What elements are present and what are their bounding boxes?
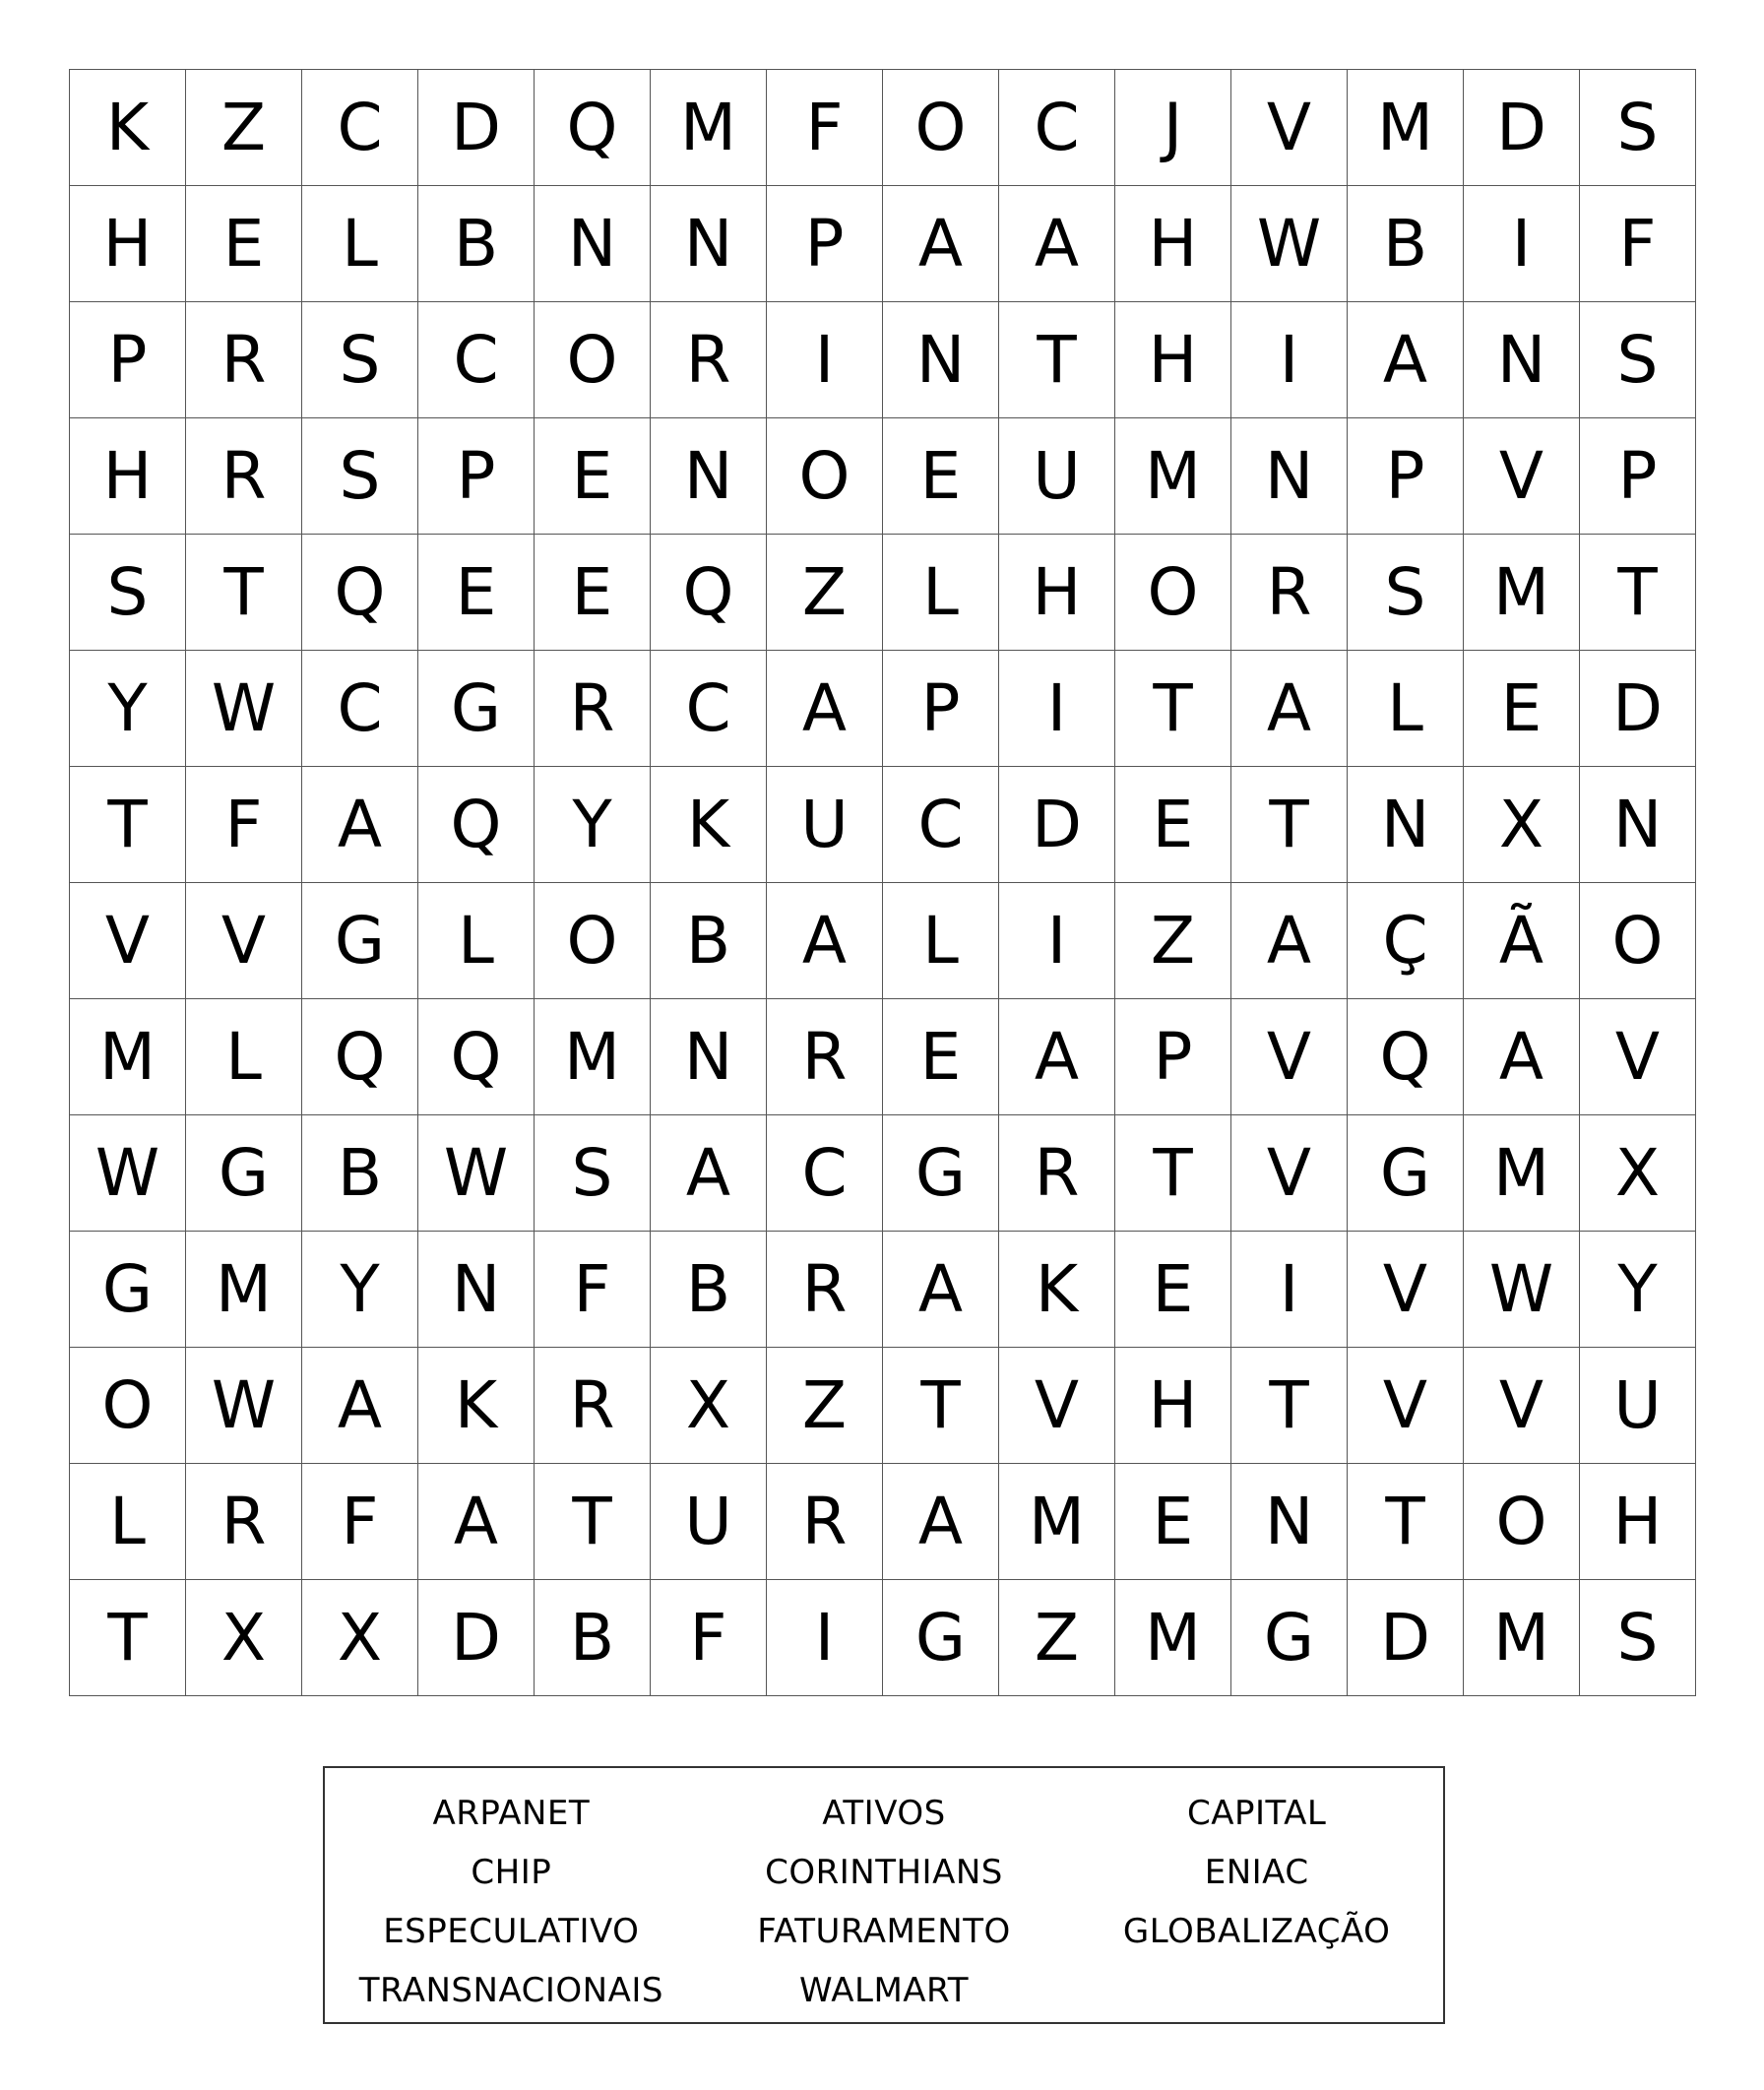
grid-cell[interactable]: Z bbox=[1115, 883, 1231, 999]
grid-cell[interactable]: Q bbox=[651, 535, 767, 651]
word-bank bbox=[323, 1766, 1445, 2024]
grid-cell[interactable]: D bbox=[999, 767, 1115, 883]
grid-cell[interactable]: G bbox=[418, 651, 535, 767]
grid-cell[interactable]: M bbox=[1348, 70, 1464, 186]
grid-cell[interactable]: M bbox=[1464, 1580, 1580, 1696]
grid-cell[interactable]: C bbox=[883, 767, 999, 883]
grid-cell[interactable]: C bbox=[999, 70, 1115, 186]
grid-cell[interactable]: O bbox=[70, 1348, 186, 1464]
word-bank-item: CHIP bbox=[471, 1853, 552, 1892]
grid-cell[interactable]: I bbox=[999, 883, 1115, 999]
grid-cell[interactable]: T bbox=[70, 767, 186, 883]
grid-cell[interactable]: R bbox=[186, 302, 302, 418]
grid-cell[interactable]: E bbox=[883, 418, 999, 535]
grid-cell[interactable]: N bbox=[651, 999, 767, 1115]
grid-cell[interactable]: H bbox=[999, 535, 1115, 651]
grid-cell[interactable]: A bbox=[883, 1464, 999, 1580]
grid-cell[interactable]: A bbox=[418, 1464, 535, 1580]
grid-cell[interactable]: T bbox=[1115, 651, 1231, 767]
grid-cell[interactable]: N bbox=[1231, 418, 1348, 535]
grid-cell[interactable]: N bbox=[535, 186, 651, 302]
grid-cell[interactable]: S bbox=[70, 535, 186, 651]
grid-cell[interactable]: G bbox=[1231, 1580, 1348, 1696]
grid-cell[interactable]: T bbox=[1231, 1348, 1348, 1464]
grid-cell[interactable]: S bbox=[1348, 535, 1464, 651]
grid-cell[interactable]: H bbox=[1115, 302, 1231, 418]
grid-cell[interactable]: F bbox=[651, 1580, 767, 1696]
grid-cell[interactable]: T bbox=[1115, 1115, 1231, 1232]
grid-cell[interactable]: L bbox=[70, 1464, 186, 1580]
grid-cell[interactable]: A bbox=[767, 651, 883, 767]
grid-cell[interactable]: D bbox=[418, 1580, 535, 1696]
word-bank-item: WALMART bbox=[799, 1971, 969, 2010]
grid-cell[interactable]: Ç bbox=[1348, 883, 1464, 999]
grid-cell[interactable]: F bbox=[1580, 186, 1696, 302]
grid-cell[interactable]: P bbox=[883, 651, 999, 767]
grid-cell[interactable]: S bbox=[535, 1115, 651, 1232]
grid-cell[interactable]: W bbox=[1464, 1232, 1580, 1348]
grid-cell[interactable]: A bbox=[302, 1348, 418, 1464]
grid-cell[interactable]: V bbox=[1580, 999, 1696, 1115]
grid-cell[interactable]: O bbox=[1464, 1464, 1580, 1580]
grid-cell[interactable]: B bbox=[651, 1232, 767, 1348]
word-search-grid bbox=[69, 69, 1696, 1696]
grid-cell[interactable]: Q bbox=[302, 999, 418, 1115]
grid-cell[interactable]: N bbox=[1580, 767, 1696, 883]
grid-cell[interactable]: F bbox=[767, 70, 883, 186]
grid-cell[interactable]: F bbox=[302, 1464, 418, 1580]
grid-cell[interactable]: I bbox=[767, 1580, 883, 1696]
grid-cell[interactable]: G bbox=[302, 883, 418, 999]
word-bank-item: ENIAC bbox=[1204, 1853, 1309, 1892]
grid-cell[interactable]: L bbox=[1348, 651, 1464, 767]
grid-cell[interactable]: A bbox=[883, 186, 999, 302]
grid-cell[interactable]: E bbox=[1115, 1232, 1231, 1348]
grid-cell[interactable]: R bbox=[186, 418, 302, 535]
word-bank-item: GLOBALIZAÇÃO bbox=[1122, 1912, 1391, 1951]
grid-cell[interactable]: V bbox=[1231, 70, 1348, 186]
grid-cell[interactable]: R bbox=[767, 1464, 883, 1580]
grid-cell[interactable]: D bbox=[1580, 651, 1696, 767]
grid-cell[interactable]: E bbox=[1115, 767, 1231, 883]
grid-cell[interactable]: C bbox=[302, 651, 418, 767]
grid-cell[interactable]: W bbox=[418, 1115, 535, 1232]
grid-cell[interactable]: V bbox=[1464, 418, 1580, 535]
grid-cell[interactable]: J bbox=[1115, 70, 1231, 186]
grid-cell[interactable]: V bbox=[70, 883, 186, 999]
grid-cell[interactable]: E bbox=[1464, 651, 1580, 767]
grid-cell[interactable]: V bbox=[1231, 999, 1348, 1115]
grid-cell[interactable]: V bbox=[1348, 1232, 1464, 1348]
grid-cell[interactable]: Z bbox=[999, 1580, 1115, 1696]
grid-cell[interactable]: V bbox=[1464, 1348, 1580, 1464]
grid-cell[interactable]: X bbox=[186, 1580, 302, 1696]
grid-cell[interactable]: R bbox=[535, 1348, 651, 1464]
grid-cell[interactable]: D bbox=[418, 70, 535, 186]
word-bank-item: CORINTHIANS bbox=[765, 1853, 1003, 1892]
grid-cell[interactable]: Q bbox=[302, 535, 418, 651]
grid-cell[interactable]: H bbox=[1115, 1348, 1231, 1464]
grid-cell[interactable]: C bbox=[651, 651, 767, 767]
grid-cell[interactable]: C bbox=[302, 70, 418, 186]
word-bank-item: ARPANET bbox=[432, 1794, 591, 1833]
grid-cell[interactable]: U bbox=[1580, 1348, 1696, 1464]
word-bank-item: ESPECULATIVO bbox=[383, 1912, 640, 1951]
grid-cell[interactable]: Q bbox=[1348, 999, 1464, 1115]
grid-cell[interactable]: E bbox=[1115, 1464, 1231, 1580]
grid-cell[interactable]: X bbox=[302, 1580, 418, 1696]
grid-cell[interactable]: I bbox=[767, 302, 883, 418]
grid-cell[interactable]: A bbox=[999, 999, 1115, 1115]
grid-cell[interactable]: K bbox=[651, 767, 767, 883]
word-bank-item: FATURAMENTO bbox=[757, 1912, 1011, 1951]
grid-cell[interactable]: M bbox=[1464, 1115, 1580, 1232]
grid-cell[interactable]: E bbox=[186, 186, 302, 302]
word-bank-item: ATIVOS bbox=[822, 1794, 946, 1833]
grid-cell[interactable]: N bbox=[651, 418, 767, 535]
grid-cell[interactable]: T bbox=[1231, 767, 1348, 883]
grid-cell[interactable]: E bbox=[418, 535, 535, 651]
grid-cell[interactable]: G bbox=[883, 1580, 999, 1696]
grid-cell[interactable]: A bbox=[651, 1115, 767, 1232]
grid-cell[interactable]: P bbox=[70, 302, 186, 418]
grid-cell[interactable]: U bbox=[999, 418, 1115, 535]
grid-cell[interactable]: R bbox=[651, 302, 767, 418]
grid-cell[interactable]: S bbox=[302, 418, 418, 535]
grid-cell[interactable]: G bbox=[186, 1115, 302, 1232]
grid-cell[interactable]: I bbox=[999, 651, 1115, 767]
grid-cell[interactable]: H bbox=[70, 186, 186, 302]
grid-cell[interactable]: D bbox=[1348, 1580, 1464, 1696]
grid-cell[interactable]: R bbox=[186, 1464, 302, 1580]
grid-cell[interactable]: T bbox=[70, 1580, 186, 1696]
grid-cell[interactable]: T bbox=[535, 1464, 651, 1580]
grid-cell[interactable]: P bbox=[418, 418, 535, 535]
grid-cell[interactable]: M bbox=[70, 999, 186, 1115]
grid-cell[interactable]: N bbox=[651, 186, 767, 302]
grid-cell[interactable]: Z bbox=[767, 535, 883, 651]
grid-cell[interactable]: X bbox=[1464, 767, 1580, 883]
grid-cell[interactable]: Q bbox=[418, 999, 535, 1115]
grid-cell[interactable]: R bbox=[535, 651, 651, 767]
grid-cell[interactable]: L bbox=[186, 999, 302, 1115]
grid-cell[interactable]: G bbox=[1348, 1115, 1464, 1232]
grid-cell[interactable]: S bbox=[1580, 302, 1696, 418]
grid-cell[interactable]: T bbox=[1348, 1464, 1464, 1580]
grid-cell[interactable]: G bbox=[883, 1115, 999, 1232]
grid-cell[interactable]: M bbox=[186, 1232, 302, 1348]
grid-cell[interactable]: H bbox=[1580, 1464, 1696, 1580]
grid-cell[interactable]: Ã bbox=[1464, 883, 1580, 999]
grid-cell[interactable]: X bbox=[1580, 1115, 1696, 1232]
grid-cell[interactable]: T bbox=[186, 535, 302, 651]
grid-cell[interactable]: Y bbox=[70, 651, 186, 767]
grid-cell[interactable]: A bbox=[999, 186, 1115, 302]
grid-cell[interactable]: M bbox=[1115, 418, 1231, 535]
grid-cell[interactable]: S bbox=[1580, 70, 1696, 186]
grid-cell[interactable]: L bbox=[302, 186, 418, 302]
grid-cell[interactable]: Q bbox=[418, 767, 535, 883]
grid-cell[interactable]: V bbox=[1348, 1348, 1464, 1464]
grid-cell[interactable]: O bbox=[1580, 883, 1696, 999]
grid-cell[interactable]: P bbox=[1115, 999, 1231, 1115]
grid-cell[interactable]: N bbox=[883, 302, 999, 418]
grid-cell[interactable]: W bbox=[70, 1115, 186, 1232]
grid-cell[interactable]: I bbox=[1231, 302, 1348, 418]
grid-cell[interactable]: B bbox=[535, 1580, 651, 1696]
grid-cell[interactable]: K bbox=[70, 70, 186, 186]
grid-cell[interactable]: X bbox=[651, 1348, 767, 1464]
grid-cell[interactable]: O bbox=[767, 418, 883, 535]
grid-cell[interactable]: M bbox=[999, 1464, 1115, 1580]
grid-cell[interactable]: N bbox=[1231, 1464, 1348, 1580]
grid-cell[interactable]: Z bbox=[186, 70, 302, 186]
grid-cell[interactable]: L bbox=[883, 535, 999, 651]
grid-cell[interactable]: Y bbox=[1580, 1232, 1696, 1348]
grid-cell[interactable]: L bbox=[883, 883, 999, 999]
grid-cell[interactable]: O bbox=[535, 302, 651, 418]
grid-cell[interactable]: I bbox=[1464, 186, 1580, 302]
grid-cell[interactable]: V bbox=[186, 883, 302, 999]
grid-cell[interactable]: Z bbox=[767, 1348, 883, 1464]
grid-cell[interactable]: W bbox=[186, 1348, 302, 1464]
grid-cell[interactable]: K bbox=[999, 1232, 1115, 1348]
grid-cell[interactable]: B bbox=[418, 186, 535, 302]
grid-cell[interactable]: N bbox=[1464, 302, 1580, 418]
grid-cell[interactable]: G bbox=[70, 1232, 186, 1348]
grid-cell[interactable]: F bbox=[186, 767, 302, 883]
grid-cell[interactable]: W bbox=[186, 651, 302, 767]
grid-cell[interactable]: M bbox=[535, 999, 651, 1115]
grid-cell[interactable]: R bbox=[767, 999, 883, 1115]
grid-cell[interactable]: M bbox=[1464, 535, 1580, 651]
grid-cell[interactable]: O bbox=[1115, 535, 1231, 651]
grid-cell[interactable]: M bbox=[651, 70, 767, 186]
grid-cell[interactable]: H bbox=[1115, 186, 1231, 302]
grid-cell[interactable]: W bbox=[1231, 186, 1348, 302]
grid-cell[interactable]: A bbox=[1231, 651, 1348, 767]
grid-cell[interactable]: K bbox=[418, 1348, 535, 1464]
grid-cell[interactable]: C bbox=[767, 1115, 883, 1232]
grid-cell[interactable]: O bbox=[883, 70, 999, 186]
grid-cell[interactable]: E bbox=[535, 535, 651, 651]
grid-cell[interactable]: R bbox=[1231, 535, 1348, 651]
grid-cell[interactable]: Q bbox=[535, 70, 651, 186]
grid-cell[interactable]: S bbox=[1580, 1580, 1696, 1696]
grid-cell[interactable]: A bbox=[767, 883, 883, 999]
grid-cell[interactable]: V bbox=[1231, 1115, 1348, 1232]
grid-cell[interactable]: E bbox=[883, 999, 999, 1115]
grid-cell[interactable]: M bbox=[1115, 1580, 1231, 1696]
grid-cell[interactable]: H bbox=[70, 418, 186, 535]
grid-cell[interactable]: N bbox=[418, 1232, 535, 1348]
grid-cell[interactable]: B bbox=[302, 1115, 418, 1232]
grid-cell[interactable]: A bbox=[1231, 883, 1348, 999]
grid-cell[interactable]: R bbox=[999, 1115, 1115, 1232]
grid-cell[interactable]: L bbox=[418, 883, 535, 999]
grid-cell[interactable]: E bbox=[535, 418, 651, 535]
grid-cell[interactable]: N bbox=[1348, 767, 1464, 883]
grid-cell[interactable]: A bbox=[1348, 302, 1464, 418]
grid-cell[interactable]: T bbox=[1580, 535, 1696, 651]
grid-cell[interactable]: A bbox=[1464, 999, 1580, 1115]
grid-cell[interactable]: C bbox=[418, 302, 535, 418]
grid-cell[interactable]: A bbox=[302, 767, 418, 883]
grid-cell[interactable]: R bbox=[767, 1232, 883, 1348]
grid-cell[interactable]: P bbox=[1580, 418, 1696, 535]
grid-cell[interactable]: Y bbox=[302, 1232, 418, 1348]
grid-cell[interactable]: I bbox=[1231, 1232, 1348, 1348]
grid-cell[interactable]: U bbox=[651, 1464, 767, 1580]
grid-cell[interactable]: P bbox=[767, 186, 883, 302]
grid-cell[interactable]: T bbox=[999, 302, 1115, 418]
grid-cell[interactable]: D bbox=[1464, 70, 1580, 186]
grid-cell[interactable]: S bbox=[302, 302, 418, 418]
grid-cell[interactable]: V bbox=[999, 1348, 1115, 1464]
grid-cell[interactable]: B bbox=[651, 883, 767, 999]
word-bank-item: TRANSNACIONAIS bbox=[358, 1971, 663, 2010]
grid-cell[interactable]: P bbox=[1348, 418, 1464, 535]
grid-cell[interactable]: F bbox=[535, 1232, 651, 1348]
grid-cell[interactable]: T bbox=[883, 1348, 999, 1464]
word-bank-item: CAPITAL bbox=[1186, 1794, 1327, 1833]
grid-cell[interactable]: B bbox=[1348, 186, 1464, 302]
grid-cell[interactable]: A bbox=[883, 1232, 999, 1348]
grid-cell[interactable]: Y bbox=[535, 767, 651, 883]
grid-cell[interactable]: U bbox=[767, 767, 883, 883]
grid-cell[interactable]: O bbox=[535, 883, 651, 999]
